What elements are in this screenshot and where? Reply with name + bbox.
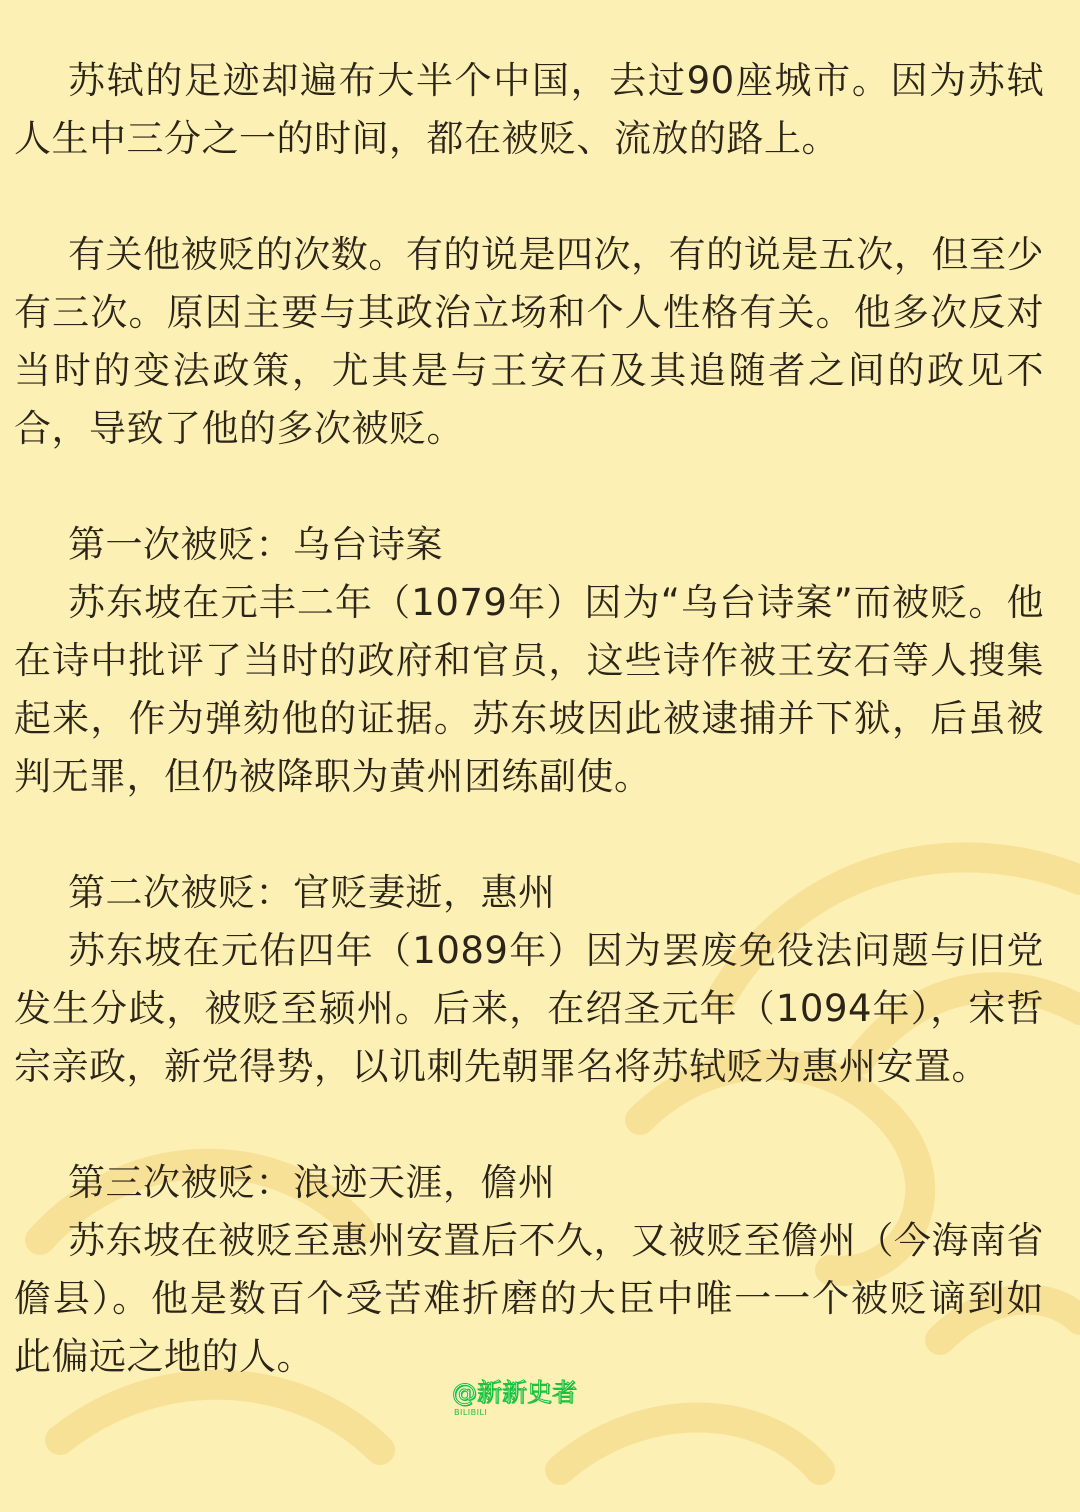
demotion-count-paragraph: 有关他被贬的次数。有的说是四次，有的说是五次，但至少有三次。原因主要与其政治立场和个人性格有关。他多次反对当时的变法政策，尤其是与王安石及其追随者之间的政见不合，导致了他的多次被贬。 xyxy=(14,233,1044,450)
intro-paragraph: 苏轼的足迹却遍布大半个中国，去过90座城市。因为苏轼人生中三分之一的时间，都在被贬、流放的路上。 xyxy=(14,59,1044,160)
section-2-body: 苏东坡在元佑四年（1089年）因为罢废免役法问题与旧党发生分歧，被贬至颍州。后来，在绍圣元年（1094年），宋哲宗亲政，新党得势，以讥刺先朝罪名将苏轼贬为惠州安置。 xyxy=(14,929,1044,1088)
watermark-platform: BILIBILI xyxy=(454,1408,488,1417)
paragraph-gap xyxy=(14,458,1044,516)
section-1-body: 苏东坡在元丰二年（1079年）因为“乌台诗案”而被贬。他在诗中批评了当时的政府和官员，这些诗作被王安石等人搜集起来，作为弹劾他的证据。苏东坡因此被逮捕并下狱，后虽被判无罪，但仍被降职为黄州团练副使。 xyxy=(14,581,1044,798)
section-2-heading: 第二次被贬：官贬妻逝，惠州 xyxy=(68,871,556,914)
paragraph-gap xyxy=(14,168,1044,226)
article-body xyxy=(14,52,1044,1386)
section-1-heading: 第一次被贬：乌台诗案 xyxy=(68,523,443,566)
section-3-body: 苏东坡在被贬至惠州安置后不久，又被贬至儋州（今海南省儋县）。他是数百个受苦难折磨的大臣中唯一一个被贬谪到如此偏远之地的人。 xyxy=(14,1219,1044,1378)
section-3-heading: 第三次被贬：浪迹天涯，儋州 xyxy=(68,1161,556,1204)
author-watermark xyxy=(452,1378,577,1418)
watermark-name: @新新史者 xyxy=(452,1378,578,1407)
paragraph-gap xyxy=(14,806,1044,864)
paragraph-gap xyxy=(14,1096,1044,1154)
